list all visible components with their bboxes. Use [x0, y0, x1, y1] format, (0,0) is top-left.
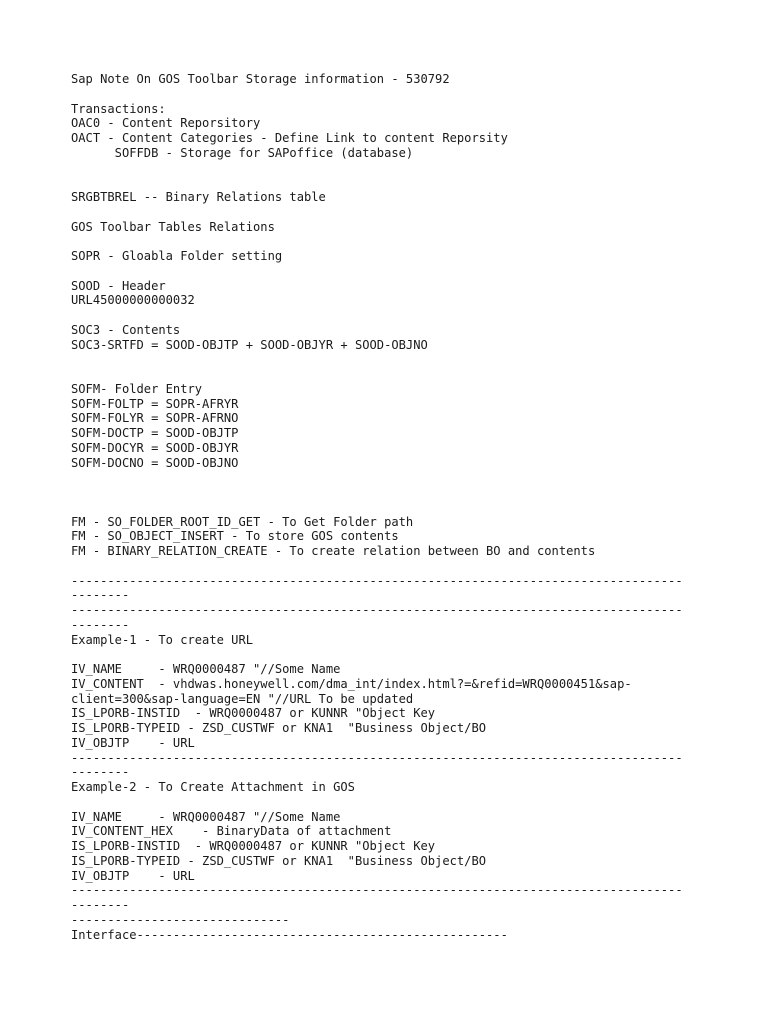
text-line: FM - SO_FOLDER_ROOT_ID_GET - To Get Folder path: [71, 514, 414, 529]
document-page: [71, 72, 711, 942]
text-line: ------------------------------: [71, 912, 290, 927]
text-line: SOFM-DOCNO = SOOD-OBJNO: [71, 455, 239, 470]
text-line: SOOD - Header: [71, 278, 166, 293]
blank-line: [71, 352, 711, 367]
blank-line: [71, 161, 711, 176]
text-line: URL45000000000032: [71, 293, 195, 308]
text-line: --------: [71, 765, 130, 780]
text-line: OACT - Content Categories - Define Link to content Reporsity: [71, 131, 508, 145]
text-line: --------: [71, 617, 130, 632]
text-line: ------------------------------------------------------------------------------------: [71, 573, 683, 588]
text-line: IV_NAME - WRQ0000487 "//Some Name: [71, 809, 341, 824]
text-line: client=300&sap-language=EN "//URL To be updated: [71, 691, 414, 706]
text-line: SOFM- Folder Entry: [71, 381, 203, 396]
blank-line: [71, 500, 711, 515]
text-line: FM - SO_OBJECT_INSERT - To store GOS contents: [71, 529, 399, 544]
blank-line: [71, 647, 711, 662]
blank-line: [71, 308, 711, 323]
text-line: ------------------------------------------------------------------------------------: [71, 883, 683, 898]
text-line: ------------------------------------------------------------------------------------: [71, 603, 683, 617]
text-line: Interface---------------------------------------------------: [71, 927, 508, 942]
text-line: ------------------------------------------------------------------------------------: [71, 750, 683, 765]
text-line: Transactions:: [71, 101, 166, 116]
blank-line: [71, 795, 711, 810]
text-line: --------: [71, 588, 130, 603]
blank-line: [71, 234, 711, 249]
blank-line: [71, 87, 711, 102]
text-line: SOPR - Gloabla Folder setting: [71, 249, 283, 263]
blank-line: [71, 175, 711, 190]
text-line: SOFFDB - Storage for SAPoffice (database): [71, 145, 414, 160]
text-line: IS_LPORB-TYPEID - ZSD_CUSTWF or KNA1 "Business Object/BO: [71, 721, 487, 735]
text-line: SOFM-FOLTP = SOPR-AFRYR: [71, 396, 239, 411]
text-line: IV_NAME - WRQ0000487 "//Some Name: [71, 662, 341, 676]
blank-line: [71, 205, 711, 220]
text-line: FM - BINARY_RELATION_CREATE - To create relation between BO and contents: [71, 544, 596, 558]
text-line: Sap Note On GOS Toolbar Storage information - 530792: [71, 72, 450, 86]
text-line: SOFM-DOCTP = SOOD-OBJTP: [71, 426, 239, 440]
text-line: Example-1 - To create URL: [71, 632, 254, 647]
blank-line: [71, 367, 711, 382]
text-line: SOC3 - Contents: [71, 322, 181, 337]
text-line: IV_CONTENT_HEX - BinaryData of attachment: [71, 824, 392, 839]
text-line: IS_LPORB-TYPEID - ZSD_CUSTWF or KNA1 "Business Object/BO: [71, 853, 487, 868]
text-line: SOFM-DOCYR = SOOD-OBJYR: [71, 440, 239, 455]
text-line: Example-2 - To Create Attachment in GOS: [71, 780, 355, 794]
blank-line: [71, 470, 711, 485]
text-line: IV_OBJTP - URL: [71, 868, 195, 883]
text-line: SRGBTBREL -- Binary Relations table: [71, 190, 326, 204]
text-line: GOS Toolbar Tables Relations: [71, 219, 275, 234]
text-line: OAC0 - Content Reporsitory: [71, 116, 261, 131]
blank-line: [71, 264, 711, 279]
text-line: IV_OBJTP - URL: [71, 735, 195, 750]
blank-line: [71, 485, 711, 500]
text-line: SOFM-FOLYR = SOPR-AFRNO: [71, 411, 239, 426]
text-line: IV_CONTENT - vhdwas.honeywell.com/dma_int/index.html?=&refid=WRQ0000451&sap-: [71, 676, 632, 691]
text-line: IS_LPORB-INSTID - WRQ0000487 or KUNNR "Object Key: [71, 706, 436, 721]
text-line: --------: [71, 898, 130, 912]
blank-line: [71, 559, 711, 574]
text-line: IS_LPORB-INSTID - WRQ0000487 or KUNNR "Object Key: [71, 839, 436, 853]
text-line: SOC3-SRTFD = SOOD-OBJTP + SOOD-OBJYR + SOOD-OBJNO: [71, 337, 428, 352]
